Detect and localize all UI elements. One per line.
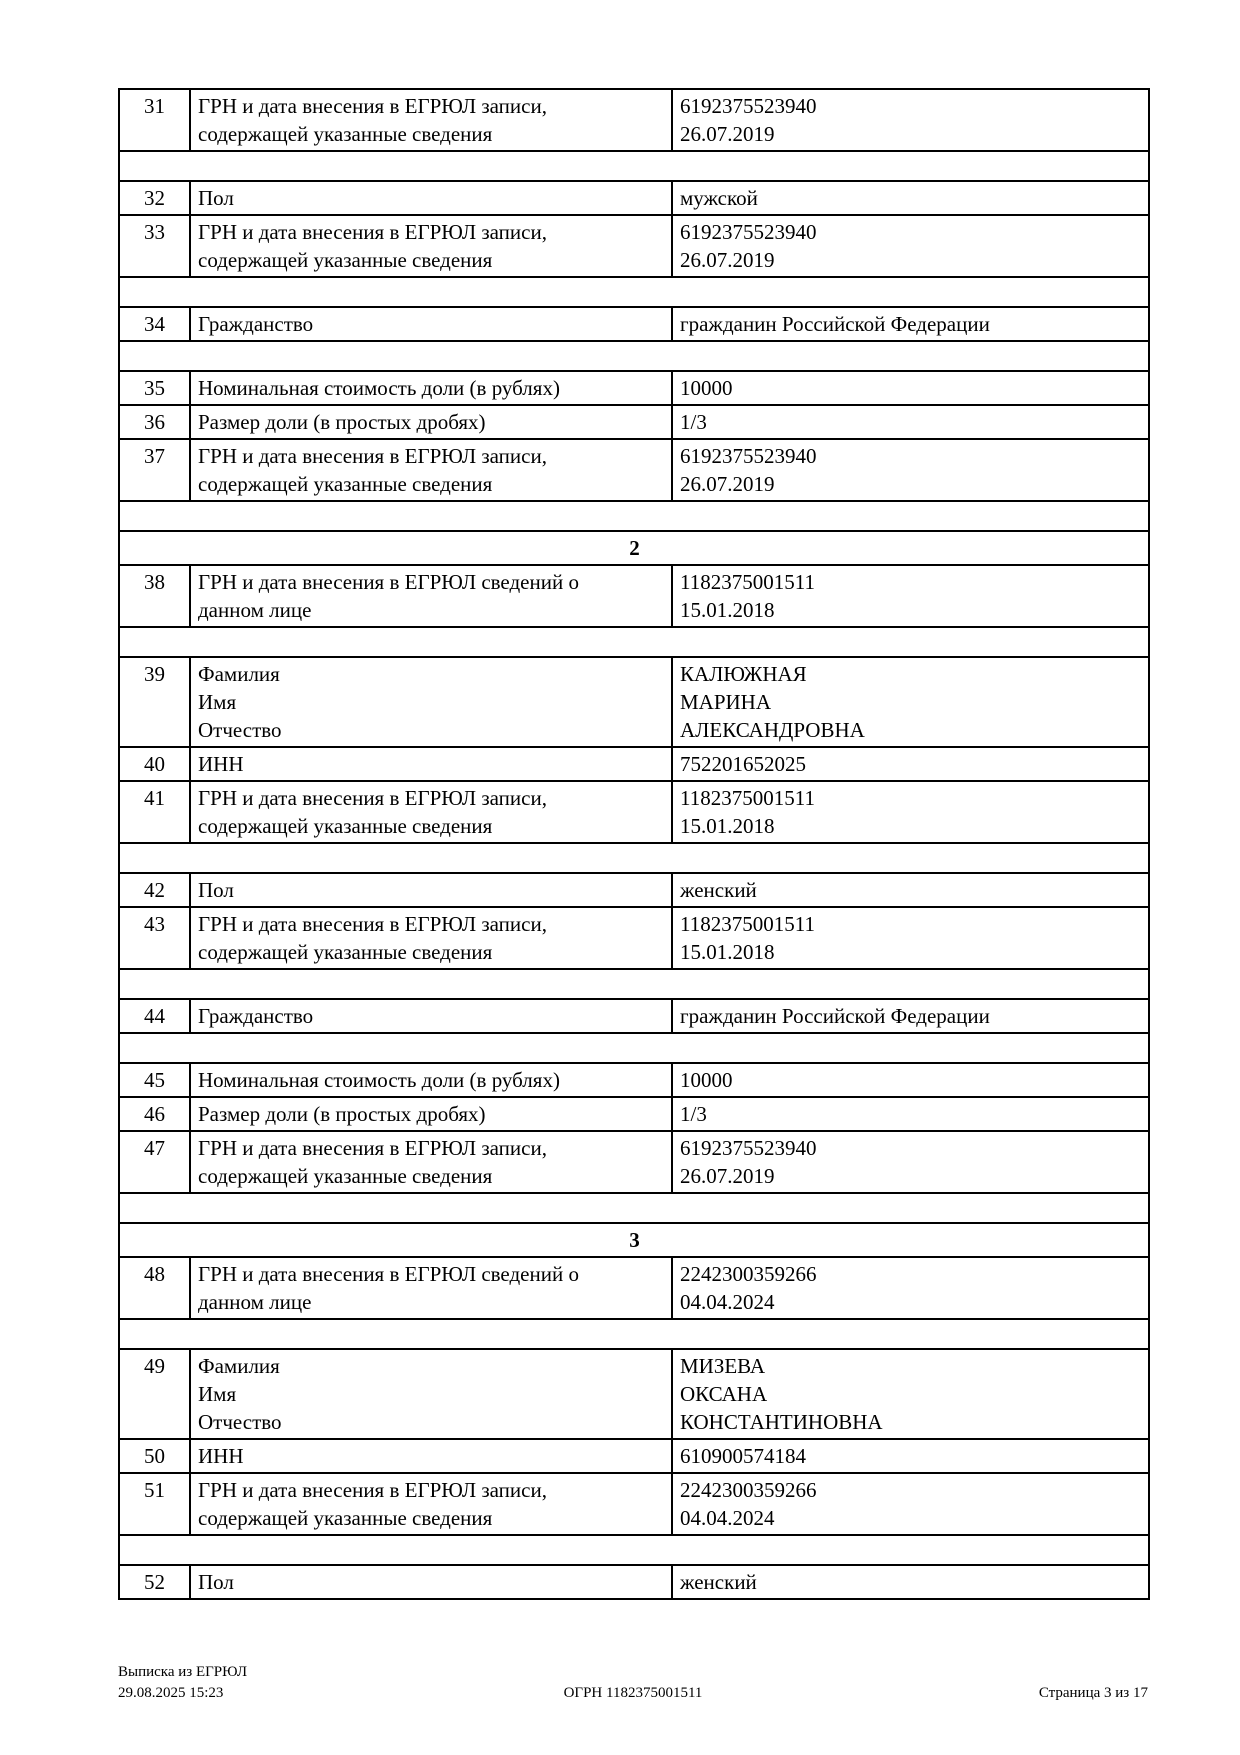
row-value: гражданин Российской Федерации (672, 999, 1149, 1033)
row-label: ГРН и дата внесения в ЕГРЮЛ сведений о данном лице (190, 565, 672, 627)
row-number: 31 (119, 89, 190, 151)
row-label: Фамилия Имя Отчество (190, 1349, 672, 1439)
row-label: Размер доли (в простых дробях) (190, 405, 672, 439)
row-number: 51 (119, 1473, 190, 1535)
spacer-cell (119, 843, 1149, 873)
row-value: 10000 (672, 1063, 1149, 1097)
table-row (119, 657, 1149, 747)
footer-left-block (118, 1662, 461, 1704)
row-label: ИНН (190, 747, 672, 781)
spacer-row (119, 627, 1149, 657)
table-row (119, 747, 1149, 781)
row-label: Размер доли (в простых дробях) (190, 1097, 672, 1131)
table-row (119, 307, 1149, 341)
row-label: ГРН и дата внесения в ЕГРЮЛ записи, содержащей указанные сведения (190, 1473, 672, 1535)
table-row (119, 405, 1149, 439)
footer-datetime: 29.08.2025 15:23 (118, 1685, 224, 1701)
table-row (119, 1257, 1149, 1319)
spacer-row (119, 1319, 1149, 1349)
row-number: 46 (119, 1097, 190, 1131)
spacer-cell (119, 341, 1149, 371)
row-number: 40 (119, 747, 190, 781)
row-number: 32 (119, 181, 190, 215)
table-row (119, 1063, 1149, 1097)
table-row (119, 999, 1149, 1033)
row-label: ГРН и дата внесения в ЕГРЮЛ записи, содержащей указанные сведения (190, 907, 672, 969)
footer-doc-title: Выписка из ЕГРЮЛ (118, 1664, 247, 1680)
spacer-row (119, 969, 1149, 999)
row-label: ГРН и дата внесения в ЕГРЮЛ записи, содержащей указанные сведения (190, 1131, 672, 1193)
row-value: 752201652025 (672, 747, 1149, 781)
row-label: Номинальная стоимость доли (в рублях) (190, 371, 672, 405)
row-label: ГРН и дата внесения в ЕГРЮЛ сведений о данном лице (190, 1257, 672, 1319)
table-row (119, 89, 1149, 151)
spacer-cell (119, 1033, 1149, 1063)
row-value: МИЗЕВА ОКСАНА КОНСТАНТИНОВНА (672, 1349, 1149, 1439)
section-number: 3 (119, 1223, 1149, 1257)
row-label: Пол (190, 1565, 672, 1599)
row-value: 610900574184 (672, 1439, 1149, 1473)
table-row (119, 1097, 1149, 1131)
spacer-row (119, 501, 1149, 531)
row-number: 36 (119, 405, 190, 439)
spacer-row (119, 843, 1149, 873)
row-number: 42 (119, 873, 190, 907)
row-value: 1182375001511 15.01.2018 (672, 565, 1149, 627)
spacer-cell (119, 1193, 1149, 1223)
spacer-cell (119, 627, 1149, 657)
table-row (119, 371, 1149, 405)
row-number: 41 (119, 781, 190, 843)
table-row (119, 1439, 1149, 1473)
row-number: 52 (119, 1565, 190, 1599)
section-header-row (119, 1223, 1149, 1257)
spacer-cell (119, 969, 1149, 999)
table-row (119, 1131, 1149, 1193)
table-row (119, 1565, 1149, 1599)
row-number: 44 (119, 999, 190, 1033)
egrul-table-body (119, 89, 1149, 1599)
row-label: ГРН и дата внесения в ЕГРЮЛ записи, содержащей указанные сведения (190, 439, 672, 501)
spacer-cell (119, 501, 1149, 531)
row-label: ГРН и дата внесения в ЕГРЮЛ записи, содержащей указанные сведения (190, 781, 672, 843)
row-label: ГРН и дата внесения в ЕГРЮЛ записи, содержащей указанные сведения (190, 89, 672, 151)
row-number: 43 (119, 907, 190, 969)
row-number: 45 (119, 1063, 190, 1097)
row-number: 34 (119, 307, 190, 341)
row-label: Пол (190, 181, 672, 215)
row-number: 50 (119, 1439, 190, 1473)
row-value: 1182375001511 15.01.2018 (672, 781, 1149, 843)
row-label: Гражданство (190, 307, 672, 341)
row-value: 6192375523940 26.07.2019 (672, 439, 1149, 501)
row-value: 1/3 (672, 405, 1149, 439)
row-value: мужской (672, 181, 1149, 215)
row-label: ГРН и дата внесения в ЕГРЮЛ записи, содержащей указанные сведения (190, 215, 672, 277)
row-value: 2242300359266 04.04.2024 (672, 1257, 1149, 1319)
spacer-cell (119, 1319, 1149, 1349)
row-label: Гражданство (190, 999, 672, 1033)
row-number: 49 (119, 1349, 190, 1439)
row-label: Номинальная стоимость доли (в рублях) (190, 1063, 672, 1097)
row-value: 6192375523940 26.07.2019 (672, 1131, 1149, 1193)
row-value: женский (672, 1565, 1149, 1599)
row-label: Фамилия Имя Отчество (190, 657, 672, 747)
row-number: 37 (119, 439, 190, 501)
spacer-cell (119, 1535, 1149, 1565)
spacer-cell (119, 151, 1149, 181)
spacer-row (119, 1193, 1149, 1223)
spacer-row (119, 277, 1149, 307)
footer-page-indicator: Страница 3 из 17 (1038, 1685, 1148, 1701)
row-label: ИНН (190, 1439, 672, 1473)
table-row (119, 565, 1149, 627)
row-number: 47 (119, 1131, 190, 1193)
row-value: 1182375001511 15.01.2018 (672, 907, 1149, 969)
row-value: 6192375523940 26.07.2019 (672, 89, 1149, 151)
section-number: 2 (119, 531, 1149, 565)
row-value: женский (672, 873, 1149, 907)
spacer-row (119, 151, 1149, 181)
spacer-row (119, 1033, 1149, 1063)
footer-ogrn: ОГРН 1182375001511 (563, 1685, 703, 1701)
table-row (119, 1473, 1149, 1535)
row-number: 39 (119, 657, 190, 747)
table-row (119, 181, 1149, 215)
row-value: гражданин Российской Федерации (672, 307, 1149, 341)
table-row (119, 873, 1149, 907)
row-number: 33 (119, 215, 190, 277)
table-row (119, 439, 1149, 501)
row-value: 6192375523940 26.07.2019 (672, 215, 1149, 277)
table-row (119, 215, 1149, 277)
row-value: 10000 (672, 371, 1149, 405)
row-value: 1/3 (672, 1097, 1149, 1131)
row-value: 2242300359266 04.04.2024 (672, 1473, 1149, 1535)
row-label: Пол (190, 873, 672, 907)
row-number: 38 (119, 565, 190, 627)
spacer-row (119, 341, 1149, 371)
section-header-row (119, 531, 1149, 565)
page-footer (118, 1662, 1148, 1704)
table-row (119, 1349, 1149, 1439)
row-number: 48 (119, 1257, 190, 1319)
spacer-cell (119, 277, 1149, 307)
row-value: КАЛЮЖНАЯ МАРИНА АЛЕКСАНДРОВНА (672, 657, 1149, 747)
spacer-row (119, 1535, 1149, 1565)
egrul-table (118, 88, 1150, 1600)
row-number: 35 (119, 371, 190, 405)
table-row (119, 781, 1149, 843)
table-row (119, 907, 1149, 969)
